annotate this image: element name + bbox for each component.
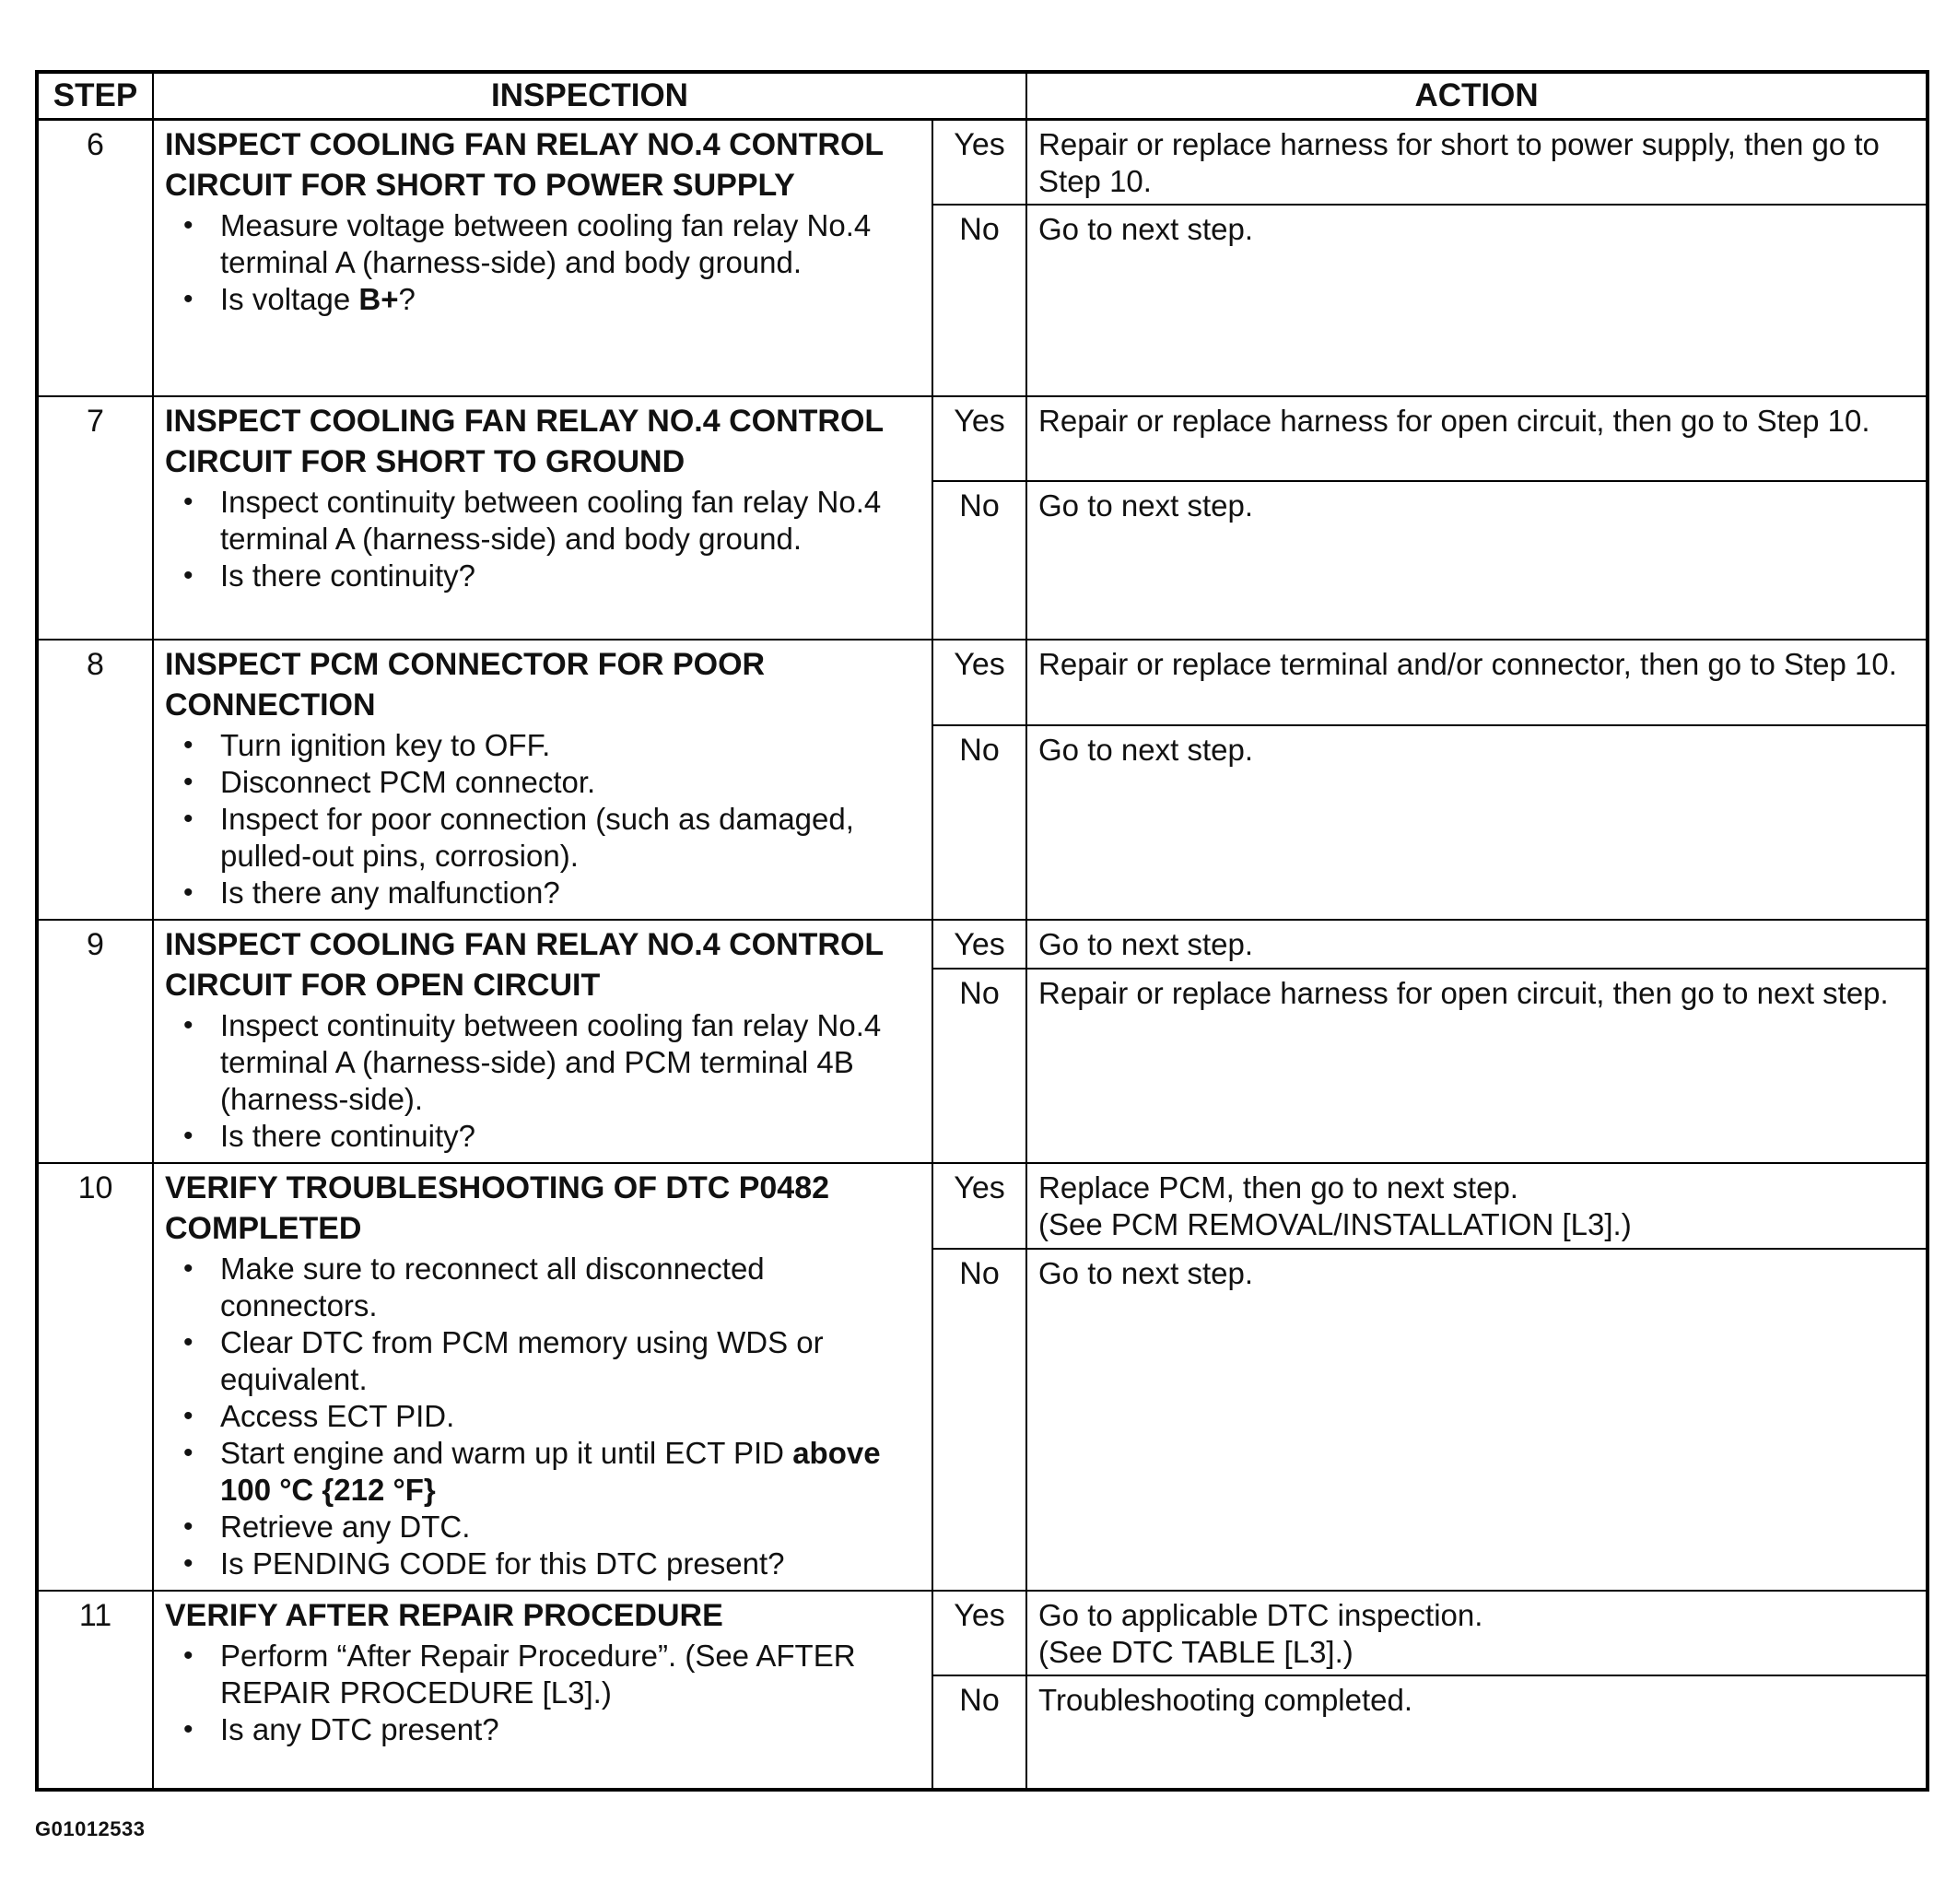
inspection-item <box>183 875 922 911</box>
action-text: Replace PCM, then go to next step. <box>1038 1170 1518 1205</box>
inspection-list <box>165 484 922 594</box>
bullet-icon: • <box>183 210 193 241</box>
no-action <box>1026 1675 1928 1790</box>
inspection-item <box>183 1546 922 1582</box>
inspection-item <box>183 1324 922 1398</box>
inspection-list <box>165 1007 922 1155</box>
inspection-item <box>183 281 922 318</box>
inspection-item <box>183 801 922 875</box>
step-column-header: STEP <box>37 72 153 120</box>
yes-action <box>1026 920 1928 969</box>
action-text: Go to next step. <box>1038 488 1253 523</box>
table-row <box>37 396 1928 481</box>
item-emphasis: B+ <box>358 282 399 316</box>
item-text: Is PENDING CODE for this DTC present? <box>220 1546 785 1581</box>
action-text: Go to next step. <box>1038 927 1253 961</box>
item-text: Retrieve any DTC. <box>220 1510 471 1544</box>
action-text: Go to next step. <box>1038 733 1253 768</box>
action-text: Repair or replace harness for open circuit, then go to next step. <box>1038 975 1889 1010</box>
item-text-suffix: ? <box>398 282 416 316</box>
item-emphasis: above 100 °C {212 °F} <box>220 1436 881 1507</box>
action-text: (See DTC TABLE [L3].) <box>1038 1635 1353 1669</box>
inspection-item <box>183 1435 922 1509</box>
table-row <box>37 1591 1928 1675</box>
inspection-item <box>183 1007 922 1118</box>
step-number: 8 <box>37 640 153 920</box>
table-row <box>37 1163 1928 1249</box>
step-number: 10 <box>37 1163 153 1591</box>
bullet-icon: • <box>183 1327 193 1357</box>
diagnostic-procedure-table <box>35 70 1929 1792</box>
item-text: Make sure to reconnect all disconnected connectors. <box>220 1252 765 1322</box>
item-text: Is there any malfunction? <box>220 876 560 910</box>
inspection-title: INSPECT COOLING FAN RELAY NO.4 CONTROL CIRCUIT FOR SHORT TO GROUND <box>165 404 884 479</box>
inspection-list <box>165 727 922 911</box>
item-text: Is voltage <box>220 282 359 316</box>
action-column-header: ACTION <box>1026 72 1928 120</box>
bullet-icon: • <box>183 804 193 834</box>
table-row <box>37 640 1928 725</box>
item-text: Is there continuity? <box>220 558 475 593</box>
inspection-cell <box>153 920 932 1163</box>
yes-label: Yes <box>932 1591 1026 1675</box>
yes-action <box>1026 1163 1928 1249</box>
inspection-title: INSPECT COOLING FAN RELAY NO.4 CONTROL CIRCUIT FOR OPEN CIRCUIT <box>165 927 884 1003</box>
inspection-item <box>183 1251 922 1324</box>
bullet-icon: • <box>183 487 193 517</box>
bullet-icon: • <box>183 1401 193 1431</box>
no-label: No <box>932 969 1026 1163</box>
yes-action <box>1026 120 1928 206</box>
action-text: Go to next step. <box>1038 212 1253 246</box>
bullet-icon: • <box>183 877 193 908</box>
action-text: Troubleshooting completed. <box>1038 1683 1413 1717</box>
step-number: 11 <box>37 1591 153 1790</box>
inspection-title: VERIFY AFTER REPAIR PROCEDURE <box>165 1598 723 1633</box>
inspection-cell <box>153 120 932 397</box>
no-action <box>1026 725 1928 920</box>
inspection-column-header: INSPECTION <box>153 72 1026 120</box>
inspection-item <box>183 207 922 281</box>
action-text: Repair or replace harness for short to power supply, then go to Step 10. <box>1038 127 1880 198</box>
inspection-title: INSPECT COOLING FAN RELAY NO.4 CONTROL CIRCUIT FOR SHORT TO POWER SUPPLY <box>165 127 884 203</box>
action-text: (See PCM REMOVAL/INSTALLATION [L3].) <box>1038 1207 1632 1241</box>
inspection-item <box>183 1509 922 1546</box>
item-text: Is there continuity? <box>220 1119 475 1153</box>
inspection-item <box>183 764 922 801</box>
table-body <box>37 120 1928 1791</box>
inspection-list <box>165 1638 922 1748</box>
no-label: No <box>932 1675 1026 1790</box>
bullet-icon: • <box>183 1010 193 1040</box>
bullet-icon: • <box>183 1640 193 1671</box>
item-text: Access ECT PID. <box>220 1399 455 1433</box>
inspection-cell <box>153 1591 932 1790</box>
item-text: Is any DTC present? <box>220 1712 499 1746</box>
bullet-icon: • <box>183 1511 193 1542</box>
inspection-list <box>165 1251 922 1582</box>
no-label: No <box>932 725 1026 920</box>
item-text: Clear DTC from PCM memory using WDS or equivalent. <box>220 1325 824 1396</box>
yes-action <box>1026 640 1928 725</box>
item-text: Start engine and warm up it until ECT PID <box>220 1436 793 1470</box>
action-text: Go to next step. <box>1038 1255 1253 1290</box>
item-text: Inspect for poor connection (such as damaged, pulled-out pins, corrosion). <box>220 802 854 873</box>
action-text: Repair or replace terminal and/or connector, then go to Step 10. <box>1038 647 1897 681</box>
step-number: 9 <box>37 920 153 1163</box>
bullet-icon: • <box>183 1548 193 1579</box>
inspection-item <box>183 1711 922 1748</box>
no-action <box>1026 481 1928 640</box>
no-label: No <box>932 1249 1026 1591</box>
inspection-item <box>183 558 922 594</box>
step-number: 6 <box>37 120 153 397</box>
inspection-cell <box>153 640 932 920</box>
item-text: Turn ignition key to OFF. <box>220 728 551 762</box>
no-label: No <box>932 481 1026 640</box>
inspection-item <box>183 727 922 764</box>
action-text: Go to applicable DTC inspection. <box>1038 1598 1483 1632</box>
item-text: Inspect continuity between cooling fan relay No.4 terminal A (harness-side) and body ground. <box>220 485 882 556</box>
inspection-item <box>183 1398 922 1435</box>
no-action <box>1026 969 1928 1163</box>
bullet-icon: • <box>183 1714 193 1745</box>
yes-label: Yes <box>932 120 1026 206</box>
no-action <box>1026 205 1928 396</box>
inspection-item <box>183 1118 922 1155</box>
item-text: Measure voltage between cooling fan relay No.4 terminal A (harness-side) and body ground. <box>220 208 872 279</box>
inspection-title: VERIFY TROUBLESHOOTING OF DTC P0482 COMPLETED <box>165 1170 830 1246</box>
figure-id: G01012533 <box>35 1817 146 1840</box>
bullet-icon: • <box>183 284 193 314</box>
yes-label: Yes <box>932 1163 1026 1249</box>
no-action <box>1026 1249 1928 1591</box>
table-row <box>37 120 1928 206</box>
bullet-icon: • <box>183 1438 193 1468</box>
inspection-item <box>183 1638 922 1711</box>
bullet-icon: • <box>183 560 193 591</box>
inspection-title: INSPECT PCM CONNECTOR FOR POOR CONNECTION <box>165 647 766 723</box>
yes-action <box>1026 1591 1928 1675</box>
item-text: Perform “After Repair Procedure”. (See AFTER REPAIR PROCEDURE [L3].) <box>220 1639 856 1710</box>
action-text: Repair or replace harness for open circuit, then go to Step 10. <box>1038 404 1870 438</box>
yes-action <box>1026 396 1928 481</box>
bullet-icon: • <box>183 1121 193 1151</box>
table-header-row <box>37 72 1928 120</box>
table-row <box>37 920 1928 969</box>
item-text: Disconnect PCM connector. <box>220 765 596 799</box>
yes-label: Yes <box>932 920 1026 969</box>
inspection-item <box>183 484 922 558</box>
inspection-cell <box>153 1163 932 1591</box>
bullet-icon: • <box>183 767 193 797</box>
item-text: Inspect continuity between cooling fan relay No.4 terminal A (harness-side) and PCM terminal 4B (harness-side). <box>220 1008 882 1116</box>
bullet-icon: • <box>183 1253 193 1284</box>
inspection-cell <box>153 396 932 640</box>
bullet-icon: • <box>183 730 193 760</box>
no-label: No <box>932 205 1026 396</box>
inspection-list <box>165 207 922 318</box>
yes-label: Yes <box>932 396 1026 481</box>
yes-label: Yes <box>932 640 1026 725</box>
step-number: 7 <box>37 396 153 640</box>
